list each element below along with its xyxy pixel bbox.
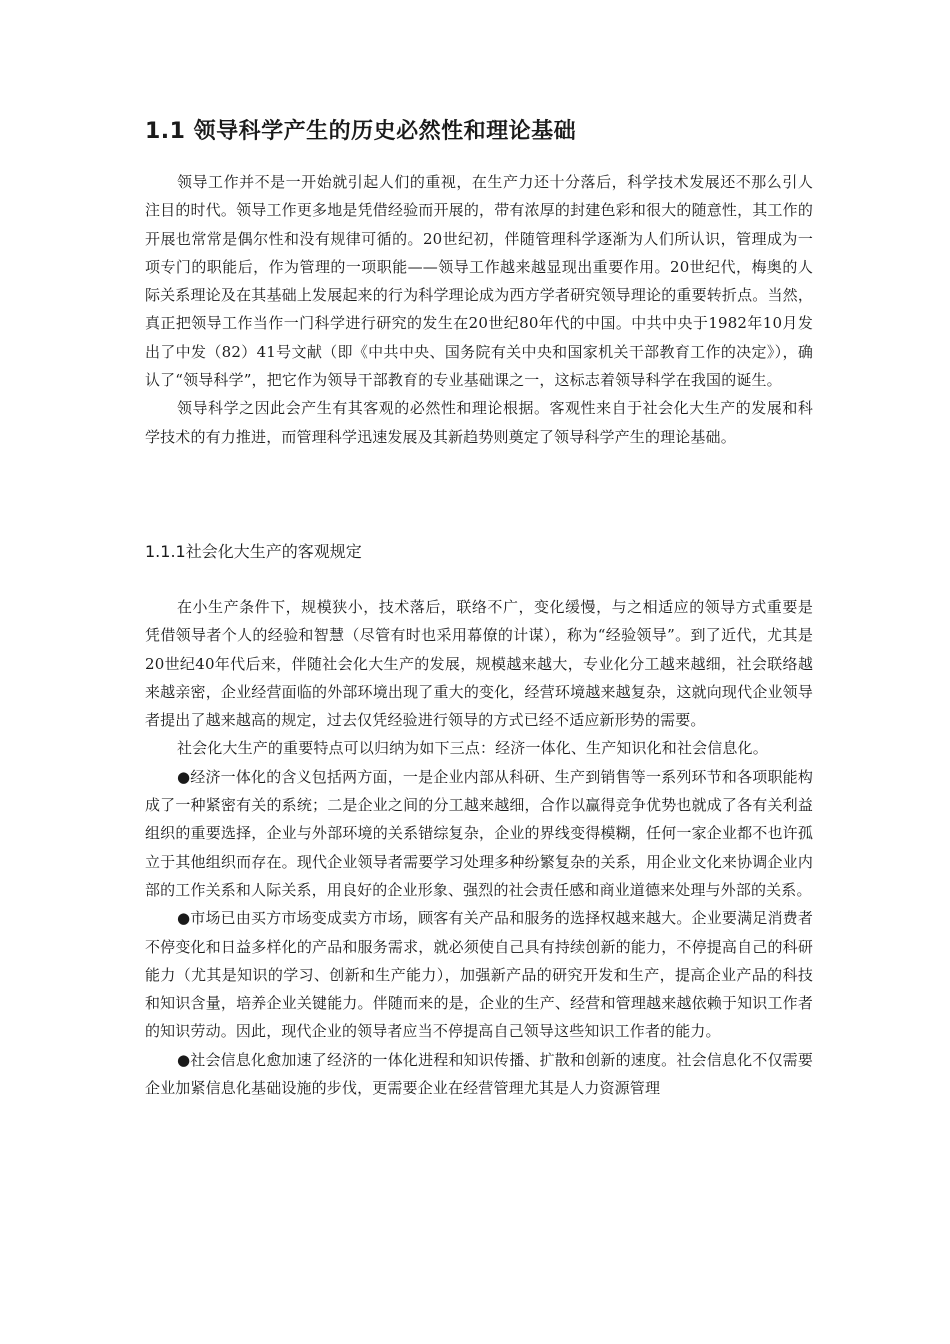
subsection-paragraph-1: 在小生产条件下，规模狭小，技术落后，联络不广，变化缓慢，与之相适应的领导方式重要是凭借领导者个人的经验和智慧（尽管有时也采用幕僚的计谋），称为“经验领导”。到了近代，尤其是20世纪40年代后来，伴随社会化大生产的发展，规模越来越大，专业化分工越来越细，社会联络越来越亲密，企业经营面临的外部环境出现了重大的变化，经营环境越来越复杂，这就向现代企业领导者提出了越来越高的规定，过去仅凭经验进行领导的方式已经不适应新形势的需要。: [145, 598, 813, 730]
bullet-paragraph-economy: ●经济一体化的含义包括两方面，一是企业内部从科研、生产到销售等一系列环节和各项职能构成了一种紧密有关的系统；二是企业之间的分工越来越细，合作以赢得竞争优势也就成了各有关利益组织的重要选择，企业与外部环境的关系错综复杂，企业的界线变得模糊，任何一家企业都不也许孤立于其他组织而存在。现代企业领导者需要学习处理多种纷繁复杂的关系，用企业文化来协调企业内部的工作关系和人际关系，用良好的企业形象、强烈的社会责任感和商业道德来处理与外部的关系。: [145, 767, 813, 899]
section-body: [145, 168, 813, 451]
section-paragraph-2: 领导科学之因此会产生有其客观的必然性和理论根据。客观性来自于社会化大生产的发展和科学技术的有力推进，而管理科学迅速发展及其新趋势则奠定了领导科学产生的理论基础。: [145, 399, 813, 446]
subsection-body: [145, 593, 813, 1102]
bullet-paragraph-information: ●社会信息化愈加速了经济的一体化进程和知识传播、扩散和创新的速度。社会信息化不仅需要企业加紧信息化基础设施的步伐，更需要企业在经营管理尤其是人力资源管理: [145, 1050, 813, 1098]
bullet-paragraph-market: ●市场已由买方市场变成卖方市场，顾客有关产品和服务的选择权越来越大。企业要满足消费者不停变化和日益多样化的产品和服务需求，就必须使自己具有持续创新的能力，不停提高自己的科研能力（尤其是知识的学习、创新和生产能力），加强新产品的研究开发和生产，提高企业产品的科技和知识含量，培养企业关键能力。伴随而来的是，企业的生产、经营和管理越来越依赖于知识工作者的知识劳动。因此，现代企业的领导者应当不停提高自己领导这些知识工作者的能力。: [145, 909, 813, 1041]
section-paragraph-1: 领导工作并不是一开始就引起人们的重视，在生产力还十分落后，科学技术发展还不那么引人注目的时代。领导工作更多地是凭借经验而开展的，带有浓厚的封建色彩和很大的随意性，其工作的开展也常常是偶尔性和没有规律可循的。20世纪初，伴随管理科学逐渐为人们所认识，管理成为一项专门的职能后，作为管理的一项职能——领导工作越来越显现出重要作用。20世纪代，梅奥的人际关系理论及在其基础上发展起来的行为科学理论成为西方学者研究领导理论的重要转折点。当然，真正把领导工作当作一门科学进行研究的发生在20世纪80年代的中国。中共中央于1982年10月发出了中发（82）41号文献（即《中共中央、国务院有关中央和国家机关干部教育工作的决定》），确认了“领导科学”，把它作为领导干部教育的专业基础课之一，这标志着领导科学在我国的诞生。: [145, 173, 813, 390]
subsection-heading: 1.1.1社会化大生产的客观规定: [145, 542, 362, 561]
subsection-paragraph-2: 社会化大生产的重要特点可以归纳为如下三点：经济一体化、生产知识化和社会信息化。: [177, 739, 768, 758]
section-heading: 1.1 领导科学产生的历史必然性和理论基础: [145, 119, 577, 144]
